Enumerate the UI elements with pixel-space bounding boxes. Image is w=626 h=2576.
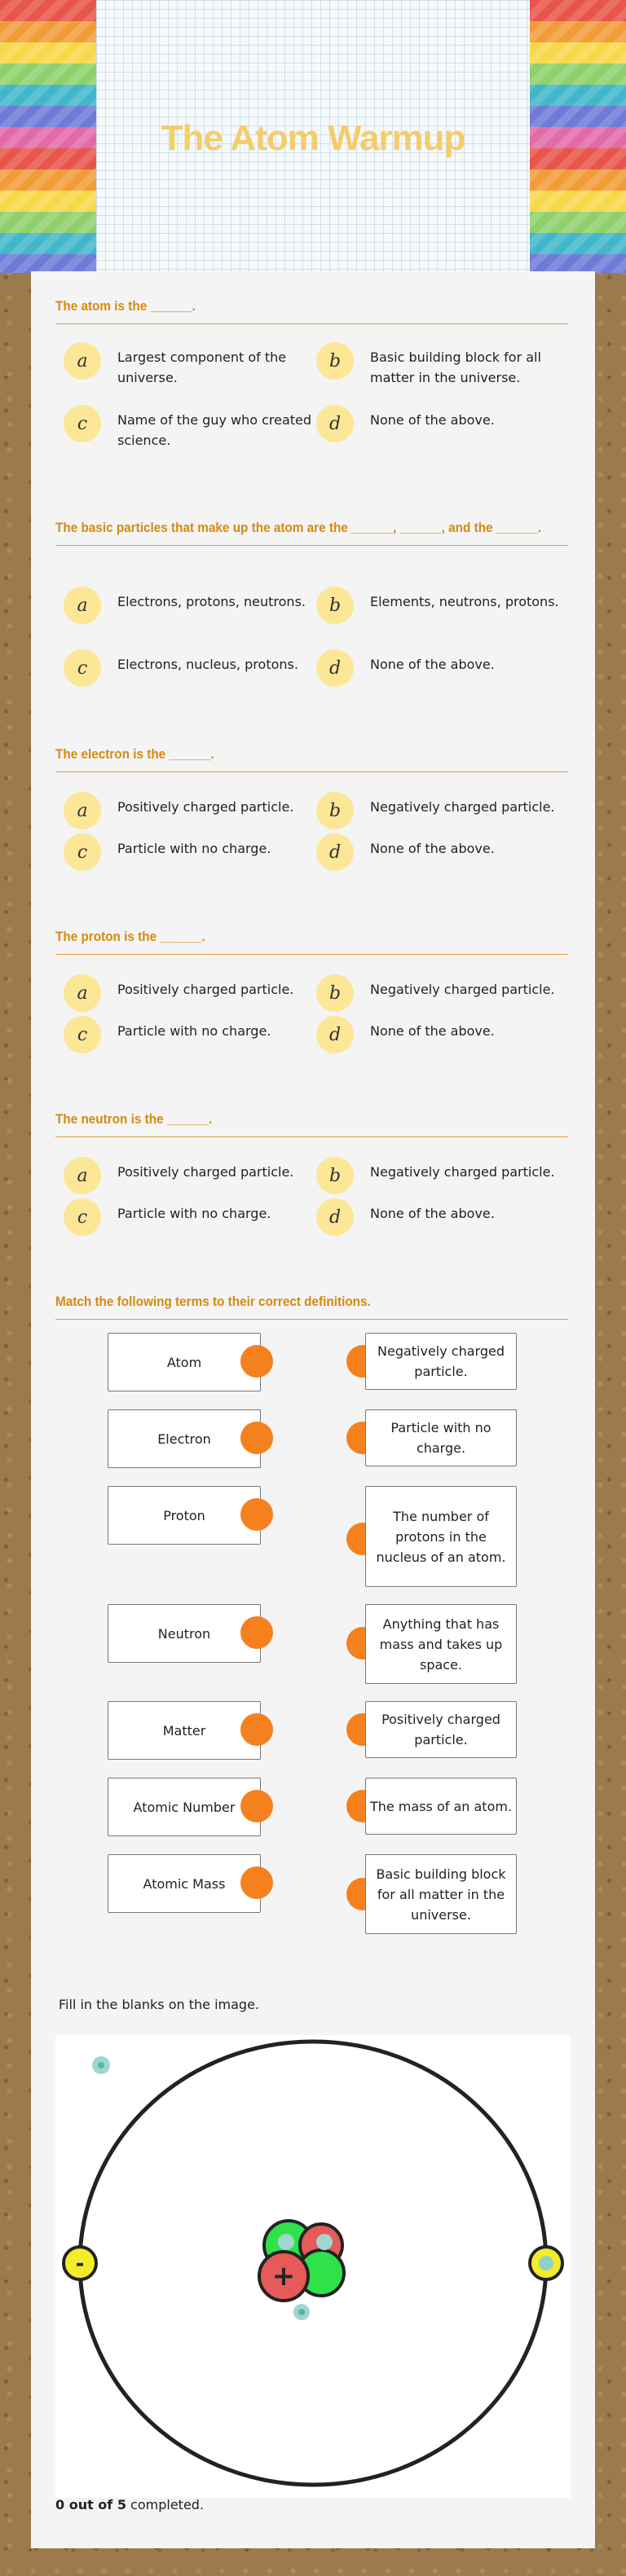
header-banner (0, 0, 626, 273)
option-text: None of the above. (370, 657, 495, 672)
atom-diagram-svg (55, 2035, 571, 2498)
option-letter-badge: a (64, 342, 101, 380)
atom-diagram (55, 2035, 571, 2498)
option-letter-badge: c (64, 1198, 101, 1236)
option-text: Negatively charged particle. (370, 982, 555, 997)
option-letter-badge: d (316, 649, 354, 687)
electron-symbol: - (75, 2252, 85, 2276)
match-definition[interactable]: The number of protons in the nucleus of an atom. (365, 1486, 517, 1587)
question-3 (55, 744, 569, 772)
electron-left (64, 2247, 96, 2279)
option-text: None of the above. (370, 1206, 495, 1221)
proton-symbol: + (271, 2260, 296, 2292)
match-definition[interactable]: Positively charged particle. (365, 1701, 517, 1758)
option-letter-badge: b (316, 1157, 354, 1194)
option-letter-badge: b (316, 342, 354, 380)
match-term[interactable]: Neutron (108, 1604, 261, 1663)
question-prompt: The basic particles that make up the atom are the ______, ______, and the ______. (55, 517, 568, 546)
match-connector-left[interactable] (240, 1422, 273, 1454)
option-text: Electrons, nucleus, protons. (117, 657, 298, 672)
score-suffix: completed. (126, 2497, 205, 2512)
option-c[interactable] (64, 654, 312, 687)
option-letter-badge: c (64, 649, 101, 687)
option-c[interactable] (64, 838, 312, 871)
option-a[interactable] (64, 979, 312, 1012)
question-4 (55, 926, 569, 955)
worksheet (31, 271, 595, 2548)
question-5 (55, 1109, 569, 1137)
option-c[interactable] (64, 1021, 312, 1053)
option-d[interactable] (316, 838, 565, 871)
question-prompt: The proton is the ______. (55, 926, 568, 955)
option-d[interactable] (316, 1203, 565, 1236)
option-letter-badge: b (316, 792, 354, 829)
option-text: None of the above. (370, 841, 495, 856)
option-b[interactable] (316, 797, 565, 829)
electron-right (530, 2247, 562, 2279)
match-term[interactable]: Atomic Mass (108, 1854, 261, 1913)
blank-marker-center (98, 2062, 104, 2068)
match-definition[interactable]: Particle with no charge. (365, 1409, 517, 1466)
option-text: Name of the guy who created science. (117, 412, 312, 448)
match-term[interactable]: Matter (108, 1701, 261, 1760)
option-a[interactable] (64, 797, 312, 829)
option-text: Particle with no charge. (117, 1206, 271, 1221)
option-letter-badge: a (64, 974, 101, 1012)
match-definition[interactable]: Basic building block for all matter in the universe. (365, 1854, 517, 1934)
option-b[interactable] (316, 591, 565, 624)
option-letter-badge: a (64, 1157, 101, 1194)
progress-status (55, 2497, 204, 2512)
option-text: Negatively charged particle. (370, 799, 555, 815)
question-prompt: Match the following terms to their correct definitions. (55, 1291, 568, 1320)
option-letter-badge: d (316, 1016, 354, 1053)
match-term[interactable]: Atom (108, 1333, 261, 1391)
blank-marker[interactable] (316, 2234, 333, 2250)
option-letter-badge: d (316, 833, 354, 871)
match-connector-left[interactable] (240, 1713, 273, 1746)
diagram-prompt: Fill in the blanks on the image. (59, 1997, 259, 2012)
option-text: Elements, neutrons, protons. (370, 594, 559, 609)
option-text: Negatively charged particle. (370, 1164, 555, 1180)
option-text: Electrons, protons, neutrons. (117, 594, 306, 609)
chevron-pattern-right (530, 0, 626, 273)
option-text: None of the above. (370, 412, 495, 428)
option-text: None of the above. (370, 1023, 495, 1039)
chevron-pattern-left (0, 0, 96, 273)
question-prompt: The neutron is the ______. (55, 1109, 568, 1137)
question-1 (55, 296, 569, 324)
option-d[interactable] (316, 1021, 565, 1053)
option-letter-badge: b (316, 974, 354, 1012)
option-letter-badge: c (64, 405, 101, 442)
option-text: Particle with no charge. (117, 841, 271, 856)
option-text: Basic building block for all matter in the universe. (370, 349, 541, 385)
question-prompt: The electron is the ______. (55, 744, 568, 772)
blank-marker[interactable] (278, 2234, 294, 2250)
option-text: Positively charged particle. (117, 799, 294, 815)
option-a[interactable] (64, 347, 312, 388)
match-connector-left[interactable] (240, 1345, 273, 1378)
option-d[interactable] (316, 654, 565, 687)
match-definition[interactable]: Anything that has mass and takes up space. (365, 1604, 517, 1684)
score-count: 0 out of 5 (55, 2497, 126, 2512)
match-definition[interactable]: Negatively charged particle. (365, 1333, 517, 1390)
match-term[interactable]: Atomic Number (108, 1778, 261, 1836)
match-term[interactable]: Proton (108, 1486, 261, 1545)
option-d[interactable] (316, 410, 565, 442)
option-text: Particle with no charge. (117, 1023, 271, 1039)
match-connector-left[interactable] (240, 1498, 273, 1531)
blank-marker[interactable] (539, 2256, 553, 2270)
matching-question (55, 1291, 569, 1320)
option-letter-badge: c (64, 1016, 101, 1053)
option-a[interactable] (64, 591, 312, 624)
option-letter-badge: d (316, 405, 354, 442)
match-definition[interactable]: The mass of an atom. (365, 1778, 517, 1835)
question-prompt: The atom is the ______. (55, 296, 568, 324)
option-text: Positively charged particle. (117, 1164, 294, 1180)
question-2 (55, 517, 569, 546)
match-connector-left[interactable] (240, 1866, 273, 1899)
blank-marker-center (298, 2309, 305, 2315)
option-letter-badge: a (64, 792, 101, 829)
option-c[interactable] (64, 1203, 312, 1236)
option-b[interactable] (316, 979, 565, 1012)
nucleus (259, 2221, 344, 2320)
option-text: Positively charged particle. (117, 982, 294, 997)
option-b[interactable] (316, 347, 565, 388)
option-a[interactable] (64, 1162, 312, 1194)
match-connector-left[interactable] (240, 1790, 273, 1822)
option-c[interactable] (64, 410, 312, 451)
option-letter-badge: a (64, 587, 101, 624)
option-letter-badge: d (316, 1198, 354, 1236)
match-term[interactable]: Electron (108, 1409, 261, 1468)
match-connector-left[interactable] (240, 1616, 273, 1649)
option-letter-badge: c (64, 833, 101, 871)
option-text: Largest component of the universe. (117, 349, 287, 385)
page-title: The Atom Warmup (161, 118, 465, 158)
option-letter-badge: b (316, 587, 354, 624)
option-b[interactable] (316, 1162, 565, 1194)
